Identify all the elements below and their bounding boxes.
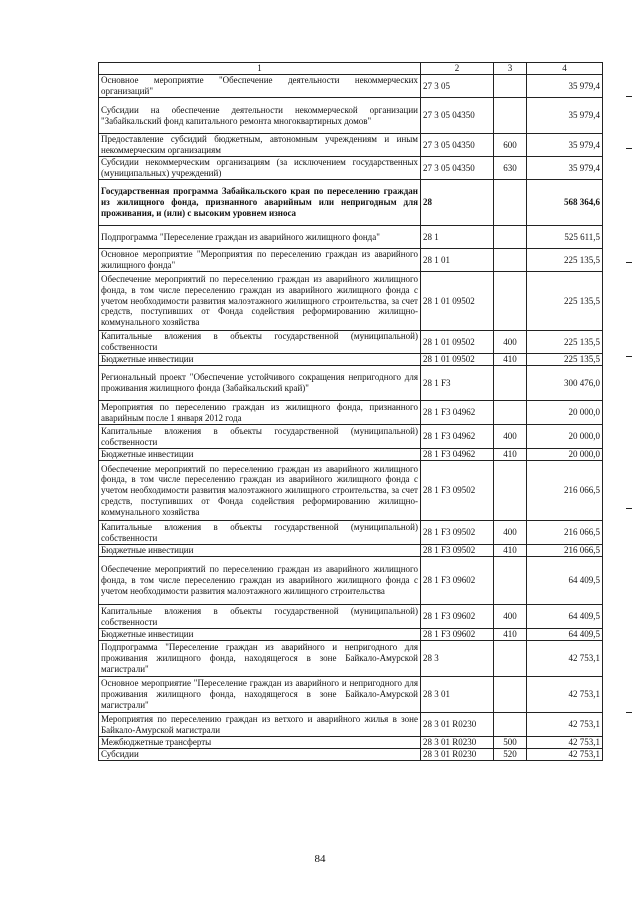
table-row (99, 449, 603, 461)
row-name: Подпрограмма "Переселение граждан из аварийного и непригодного для проживания жилищного фонда, находящегося в зоне Байкало-Амурской магистрали" (99, 641, 421, 677)
row-name: Субсидии некоммерческим организациям (за исключением государственных (муниципальных) учреждений) (99, 157, 421, 180)
table-row (99, 521, 603, 545)
row-amount: 20 000,0 (527, 449, 603, 461)
row-name: Подпрограмма "Переселение граждан из аварийного жилищного фонда" (99, 226, 421, 249)
row-name: Капитальные вложения в объекты государственной (муниципальной) собственности (99, 521, 421, 545)
row-amount: 35 979,4 (527, 75, 603, 98)
row-expense-type: 630 (494, 157, 527, 180)
row-code: 28 1 01 09502 (421, 331, 494, 354)
row-code: 28 1 F3 09502 (421, 461, 494, 521)
row-name: Субсидии (99, 749, 421, 761)
row-code: 28 3 01 R0230 (421, 749, 494, 761)
row-code: 28 3 (421, 641, 494, 677)
table-row (99, 249, 603, 272)
row-code: 27 3 05 04350 (421, 134, 494, 157)
table-row (99, 134, 603, 157)
row-amount: 64 409,5 (527, 557, 603, 605)
table-row (99, 677, 603, 713)
margin-mark (626, 356, 632, 357)
table-row (99, 713, 603, 737)
row-expense-type (494, 366, 527, 401)
row-name: Обеспечение мероприятий по переселению граждан из аварийного жилищного фонда, в том числе переселению граждан из аварийного жилищного фонда с учетом необходимости развития малоэтажного жилищного строительства (99, 557, 421, 605)
row-expense-type: 400 (494, 605, 527, 629)
row-amount: 300 476,0 (527, 366, 603, 401)
column-number-3: 3 (494, 63, 527, 75)
row-name: Бюджетные инвестиции (99, 629, 421, 641)
row-expense-type (494, 401, 527, 425)
row-name: Капитальные вложения в объекты государственной (муниципальной) собственности (99, 605, 421, 629)
budget-table-body (99, 63, 603, 761)
row-expense-type: 410 (494, 629, 527, 641)
table-row (99, 180, 603, 226)
table-row (99, 629, 603, 641)
row-amount: 525 611,5 (527, 226, 603, 249)
margin-mark (626, 96, 632, 97)
row-amount: 225 135,5 (527, 249, 603, 272)
row-code: 28 1 F3 09602 (421, 605, 494, 629)
row-code: 27 3 05 04350 (421, 157, 494, 180)
row-amount: 35 979,4 (527, 157, 603, 180)
row-code: 28 1 (421, 226, 494, 249)
table-row (99, 157, 603, 180)
row-expense-type (494, 226, 527, 249)
row-amount: 216 066,5 (527, 545, 603, 557)
table-row (99, 366, 603, 401)
row-expense-type: 520 (494, 749, 527, 761)
row-code: 28 3 01 R0230 (421, 713, 494, 737)
row-expense-type (494, 75, 527, 98)
column-number-row (99, 63, 603, 75)
table-row (99, 545, 603, 557)
table-row (99, 98, 603, 134)
row-name: Государственная программа Забайкальского края по переселению граждан из жилищного фонда, признанного аварийным или непригодным для проживания, и (или) с высоким уровнем износа (99, 180, 421, 226)
row-amount: 42 753,1 (527, 713, 603, 737)
page-number: 84 (314, 853, 326, 865)
margin-mark (626, 508, 632, 509)
table-row (99, 354, 603, 366)
row-amount: 42 753,1 (527, 749, 603, 761)
row-amount: 42 753,1 (527, 677, 603, 713)
row-amount: 42 753,1 (527, 641, 603, 677)
row-expense-type (494, 180, 527, 226)
margin-mark (626, 712, 632, 713)
row-expense-type: 410 (494, 354, 527, 366)
column-number-2: 2 (421, 63, 494, 75)
row-name: Субсидии на обеспечение деятельности некоммерческой организации "Забайкальский фонд капитального ремонта многоквартирных домов" (99, 98, 421, 134)
row-amount: 568 364,6 (527, 180, 603, 226)
row-amount: 35 979,4 (527, 98, 603, 134)
row-expense-type (494, 461, 527, 521)
row-name: Предоставление субсидий бюджетным, автономным учреждениям и иным некоммерческим организациям (99, 134, 421, 157)
row-code: 28 3 01 (421, 677, 494, 713)
row-code: 28 3 01 R0230 (421, 737, 494, 749)
row-expense-type (494, 98, 527, 134)
column-number-4: 4 (527, 63, 603, 75)
row-code: 28 1 F3 (421, 366, 494, 401)
row-amount: 225 135,5 (527, 272, 603, 331)
table-row (99, 401, 603, 425)
table-row (99, 749, 603, 761)
row-expense-type: 410 (494, 449, 527, 461)
row-code: 28 1 F3 09602 (421, 557, 494, 605)
row-expense-type: 400 (494, 331, 527, 354)
row-code: 28 (421, 180, 494, 226)
row-name: Основное мероприятие "Переселение граждан из аварийного и непригодного для проживания жилищного фонда, находящегося в зоне Байкало-Амурской магистрали" (99, 677, 421, 713)
table-row (99, 331, 603, 354)
row-amount: 225 135,5 (527, 354, 603, 366)
row-code: 28 1 F3 09602 (421, 629, 494, 641)
row-amount: 35 979,4 (527, 134, 603, 157)
row-expense-type: 500 (494, 737, 527, 749)
row-expense-type: 600 (494, 134, 527, 157)
table-row (99, 605, 603, 629)
row-expense-type: 400 (494, 425, 527, 449)
row-code: 28 1 01 (421, 249, 494, 272)
row-name: Основное мероприятие "Обеспечение деятельности некоммерческих организаций" (99, 75, 421, 98)
row-name: Бюджетные инвестиции (99, 545, 421, 557)
row-amount: 64 409,5 (527, 629, 603, 641)
row-amount: 216 066,5 (527, 521, 603, 545)
row-code: 28 1 01 09502 (421, 272, 494, 331)
row-name: Капитальные вложения в объекты государственной (муниципальной) собственности (99, 331, 421, 354)
row-amount: 42 753,1 (527, 737, 603, 749)
row-code: 27 3 05 04350 (421, 98, 494, 134)
row-name: Основное мероприятие "Мероприятия по переселению граждан из аварийного жилищного фонда" (99, 249, 421, 272)
row-code: 28 1 01 09502 (421, 354, 494, 366)
table-row (99, 737, 603, 749)
row-code: 27 3 05 (421, 75, 494, 98)
row-code: 28 1 F3 04962 (421, 449, 494, 461)
row-code: 28 1 F3 04962 (421, 401, 494, 425)
table-row (99, 557, 603, 605)
table-row (99, 75, 603, 98)
table-row (99, 272, 603, 331)
row-amount: 216 066,5 (527, 461, 603, 521)
row-expense-type (494, 557, 527, 605)
row-name: Обеспечение мероприятий по переселению граждан из аварийного жилищного фонда, в том числе переселению граждан из аварийного жилищного фонда с учетом необходимости развития малоэтажного жилищного строительства, за счет средств, поступивших от Фонда содействия реформированию жилищно-коммунального хозяйства (99, 461, 421, 521)
row-expense-type (494, 641, 527, 677)
row-expense-type (494, 249, 527, 272)
budget-table (98, 62, 603, 761)
table-row (99, 461, 603, 521)
row-amount: 20 000,0 (527, 425, 603, 449)
column-number-1: 1 (99, 63, 421, 75)
row-amount: 225 135,5 (527, 331, 603, 354)
table-row (99, 425, 603, 449)
row-expense-type: 410 (494, 545, 527, 557)
row-name: Обеспечение мероприятий по переселению граждан из аварийного жилищного фонда, в том числе переселению граждан из аварийного жилищного фонда с учетом необходимости развития малоэтажного жилищного строительства, за счет средств, поступивших от Фонда содействия реформированию жилищно-коммунального хозяйства (99, 272, 421, 331)
row-code: 28 1 F3 09502 (421, 545, 494, 557)
table-row (99, 226, 603, 249)
table-row (99, 641, 603, 677)
margin-mark (626, 262, 632, 263)
margin-mark (626, 148, 632, 149)
row-expense-type (494, 272, 527, 331)
row-code: 28 1 F3 09502 (421, 521, 494, 545)
row-name: Бюджетные инвестиции (99, 354, 421, 366)
row-amount: 20 000,0 (527, 401, 603, 425)
row-name: Мероприятия по переселению граждан из жилищного фонда, признанного аварийным после 1 января 2012 года (99, 401, 421, 425)
row-expense-type: 400 (494, 521, 527, 545)
row-expense-type (494, 677, 527, 713)
row-name: Межбюджетные трансферты (99, 737, 421, 749)
row-name: Бюджетные инвестиции (99, 449, 421, 461)
row-name: Региональный проект "Обеспечение устойчивого сокращения непригодного для проживания жилищного фонда (Забайкальский край)" (99, 366, 421, 401)
row-name: Капитальные вложения в объекты государственной (муниципальной) собственности (99, 425, 421, 449)
row-expense-type (494, 713, 527, 737)
row-amount: 64 409,5 (527, 605, 603, 629)
row-code: 28 1 F3 04962 (421, 425, 494, 449)
row-name: Мероприятия по переселению граждан из ветхого и аварийного жилья в зоне Байкало-Амурской магистрали (99, 713, 421, 737)
